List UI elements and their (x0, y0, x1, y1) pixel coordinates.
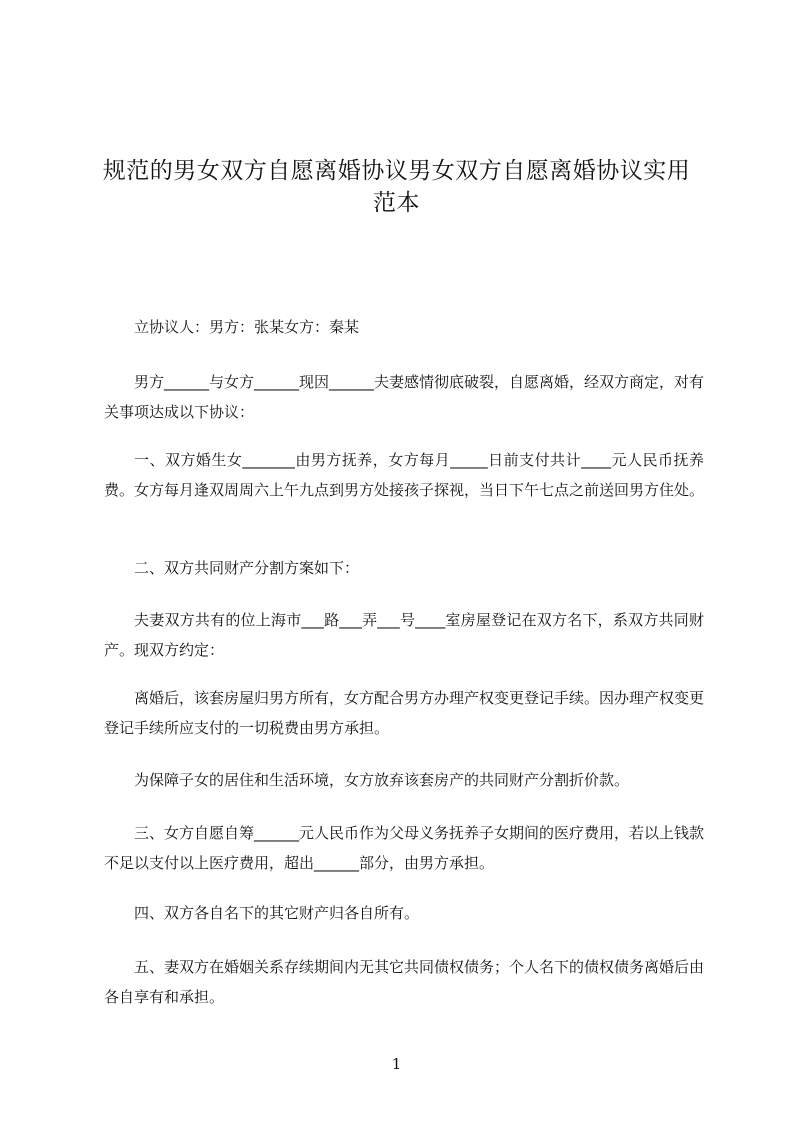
paragraph-clause-1: 一、双方婚生女_______由男方抚养，女方每月_____日前支付共计____元人民币抚养费。女方每月逢双周周六上午九点到男方处接孩子探视，当日下午七点之前送回男方住处。 (104, 451, 705, 499)
paragraph-clause-4: 四、双方各自名下的其它财产归各自所有。 (134, 904, 420, 922)
paragraph-clause-2: 二、双方共同财产分割方案如下： (134, 559, 360, 577)
paragraph-waiver: 为保障子女的居住和生活环境，女方放弃该套房产的共同财产分割折价款。 (134, 771, 630, 789)
paragraph-parties: 立协议人：男方：张某女方：秦某 (134, 318, 360, 336)
paragraph-property: 夫妻双方共有的位上海市___路___弄___号____室房屋登记在双方名下，系双方共同财产。现双方约定： (104, 611, 704, 659)
paragraph-intro: 男方______与女方______现因______夫妻感情彻底破裂，自愿离婚，经双方商定，对有关事项达成以下协议： (104, 373, 705, 421)
paragraph-clause-3: 三、女方自愿自筹______元人民币作为父母义务抚养子女期间的医疗费用，若以上钱款不足以支付以上医疗费用，超出______部分，由男方承担。 (104, 824, 705, 872)
page-number: 1 (391, 1055, 402, 1073)
document-title: 规范的男女双方自愿离婚协议男女双方自愿离婚协议实用范本 (102, 158, 691, 217)
paragraph-clause-5: 五、妻双方在婚姻关系存续期间内无其它共同债权债务；个人名下的债权债务离婚后由各自享有和承担。 (104, 958, 705, 1006)
paragraph-property-transfer: 离婚后，该套房屋归男方所有，女方配合男方办理产权变更登记手续。因办理产权变更登记手续所应支付的一切税费由男方承担。 (104, 689, 705, 737)
